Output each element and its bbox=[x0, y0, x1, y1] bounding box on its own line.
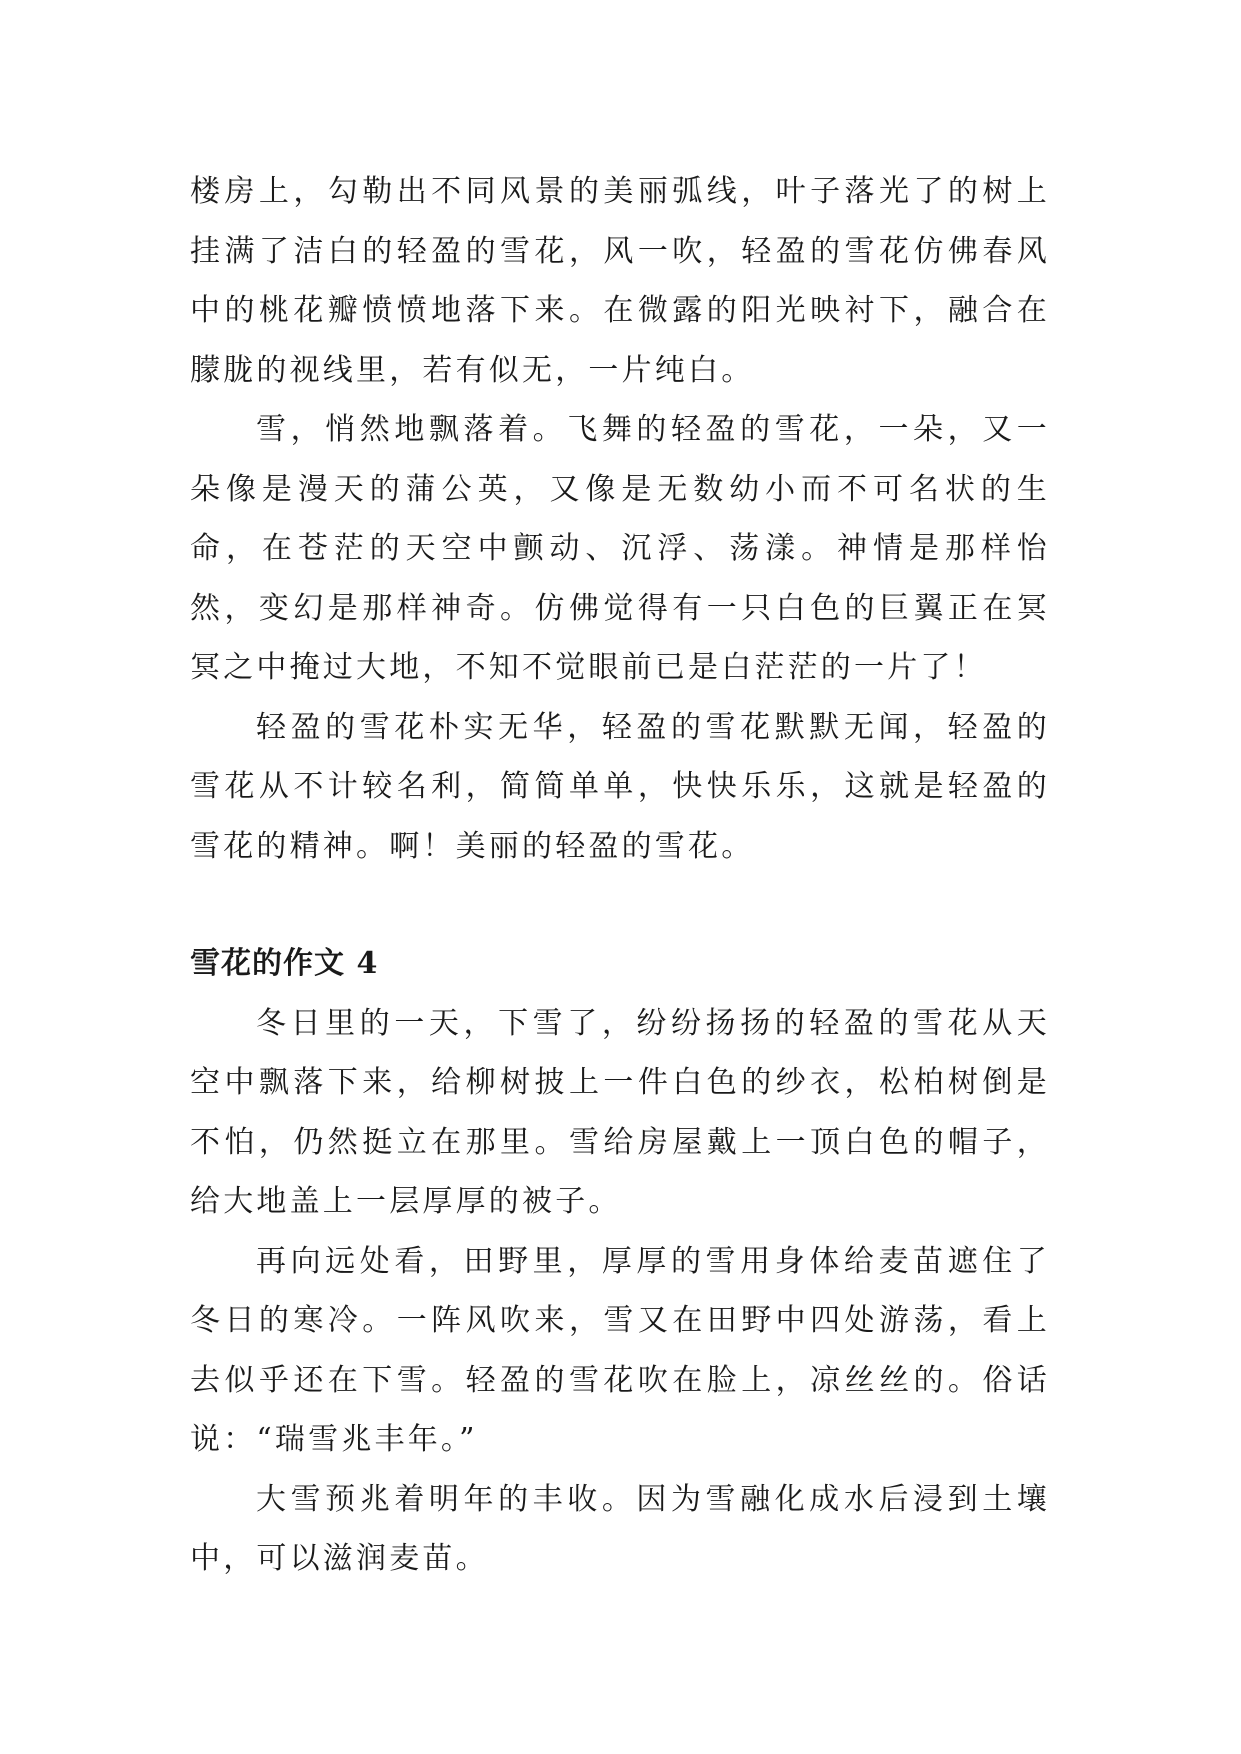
paragraph: 再向远处看，田野里，厚厚的雪用身体给麦苗遮住了冬日的寒冷。一阵风吹来，雪又在田野中四处游荡，看上去似乎还在下雪。轻盈的雪花吹在脸上，凉丝丝的。俗话说：“瑞雪兆丰年。” bbox=[190, 1243, 1050, 1457]
document-page bbox=[190, 162, 1050, 1589]
section-heading: 雪花的作文 4 bbox=[190, 946, 379, 981]
paragraph: 冬日里的一天，下雪了，纷纷扬扬的轻盈的雪花从天空中飘落下来，给柳树披上一件白色的纱衣，松柏树倒是不怕，仍然挺立在那里。雪给房屋戴上一顶白色的帽子，给大地盖上一层厚厚的被子。 bbox=[190, 1005, 1050, 1219]
paragraph: 轻盈的雪花朴实无华，轻盈的雪花默默无闻，轻盈的雪花从不计较名利，简简单单，快快乐乐，这就是轻盈的雪花的精神。啊！美丽的轻盈的雪花。 bbox=[190, 709, 1050, 864]
paragraph: 雪，悄然地飘落着。飞舞的轻盈的雪花，一朵，又一朵像是漫天的蒲公英，又像是无数幼小而不可名状的生命，在苍茫的天空中颤动、沉浮、荡漾。神情是那样怡然，变幻是那样神奇。仿佛觉得有一只白色的巨翼正在冥冥之中掩过大地，不知不觉眼前已是白茫茫的一片了！ bbox=[190, 412, 1050, 685]
paragraph: 大雪预兆着明年的丰收。因为雪融化成水后浸到土壤中，可以滋润麦苗。 bbox=[190, 1481, 1050, 1576]
paragraph-continued: 楼房上，勾勒出不同风景的美丽弧线，叶子落光了的树上挂满了洁白的轻盈的雪花，风一吹，轻盈的雪花仿佛春风中的桃花瓣愤愤地落下来。在微露的阳光映衬下，融合在朦胧的视线里，若有似无，一片纯白。 bbox=[190, 174, 1050, 388]
